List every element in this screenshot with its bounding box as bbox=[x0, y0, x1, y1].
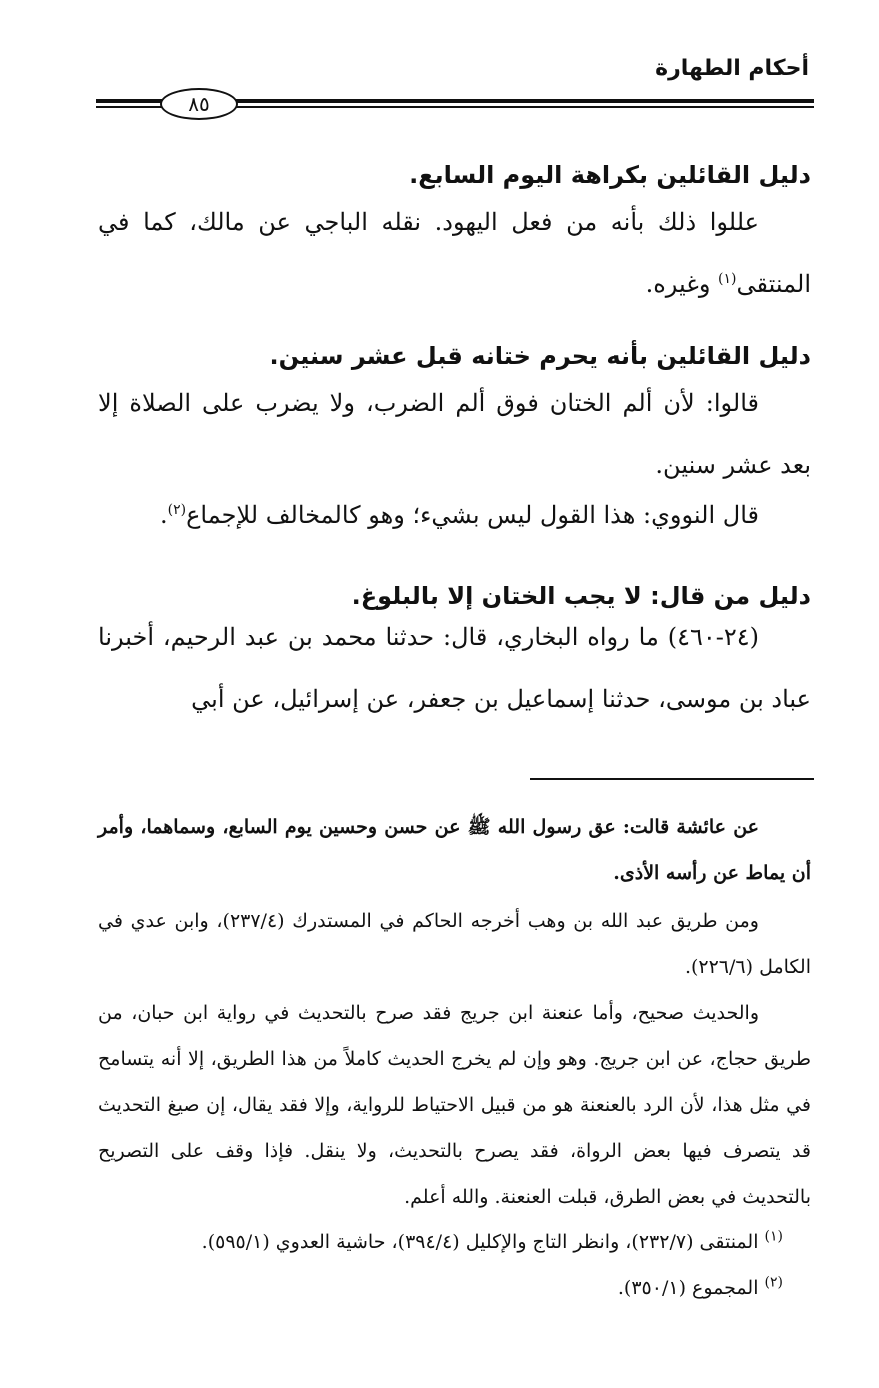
section-paragraph-3 bbox=[98, 484, 811, 546]
header-rule bbox=[96, 88, 814, 120]
footnote-continued-1: عن عائشة قالت: عق رسول الله ﷺ عن حسن وحسين يوم السابع، وسماهما، وأمر أن يماط عن رأسه الأذى. bbox=[98, 816, 811, 884]
section-paragraph-1 bbox=[98, 191, 811, 315]
paragraph-text: (٢٤-٤٦٠) ما رواه البخاري، قال: حدثنا محمد بن عبد الرحيم، أخبرنا عباد بن موسى، حدثنا إسماعيل بن جعفر، عن إسرائيل، عن أبي bbox=[98, 623, 811, 713]
footnote-1 bbox=[98, 1222, 783, 1262]
section-heading-2: دليل القائلين بأنه يحرم ختانه قبل عشر سنين. bbox=[269, 342, 811, 370]
footnote-marker-1: (١) bbox=[718, 271, 737, 287]
section-heading-1: دليل القائلين بكراهة اليوم السابع. bbox=[409, 161, 811, 189]
section-heading-3: دليل من قال: لا يجب الختان إلا بالبلوغ. bbox=[351, 582, 811, 610]
footnote-marker-2: (٢) bbox=[167, 502, 187, 518]
page-number: ٨٥ bbox=[160, 88, 238, 120]
footnote-2 bbox=[98, 1268, 783, 1308]
footnote-2-marker: (٢) bbox=[764, 1274, 783, 1291]
running-title: أحكام الطهارة bbox=[655, 56, 809, 81]
paragraph-text: قالوا: لأن ألم الختان فوق ألم الضرب، ولا يضرب على الصلاة إلا بعد عشر سنين. bbox=[98, 389, 811, 479]
footnote-1-marker: (١) bbox=[764, 1228, 783, 1245]
footnote-continued-2: ومن طريق عبد الله بن وهب أخرجه الحاكم في المستدرك (٢٣٧/٤)، وابن عدي في الكامل (٢٢٦/٦). bbox=[98, 910, 811, 978]
footnote-separator bbox=[530, 778, 814, 780]
paragraph-text: قال النووي: هذا القول ليس بشيء؛ وهو كالمخالف للإجماع bbox=[186, 501, 759, 529]
footnote-2-text: المجموع (٣٥٠/١). bbox=[617, 1277, 765, 1299]
section-paragraph-2 bbox=[98, 372, 811, 496]
paragraph-tail: . bbox=[160, 501, 168, 529]
footnote-continued-3: والحديث صحيح، وأما عنعنة ابن جريج فقد صرح بالتحديث في رواية ابن حبان، من طريق حجاج، عن ابن جريج. وهو وإن لم يخرج الحديث كاملاً من هذا الطريق، إلا أنه يتسامح في مثل هذا، لأن الرد بالعنعنة هو من قبيل الاحتياط للرواية، وإلا فقد يقال، إن صيغ التحديث قد يتصرف فيها بعض الرواة، فقد يصرح بالتحديث، ولا ينقل. فإذا وقف على التصريح بالتحديث في بعض الطرق، قبلت العنعنة. والله أعلم. bbox=[98, 1002, 811, 1208]
paragraph-text: عللوا ذلك بأنه من فعل اليهود. نقله الباجي عن مالك، كما في المنتقى bbox=[98, 208, 811, 298]
section-paragraph-4 bbox=[98, 606, 811, 730]
footnote-1-text: المنتقى (٢٣٢/٧)، وانظر التاج والإكليل (٣٩٤/٤)، حاشية العدوي (٥٩٥/١). bbox=[201, 1231, 765, 1253]
paragraph-tail: وغيره. bbox=[645, 270, 719, 298]
